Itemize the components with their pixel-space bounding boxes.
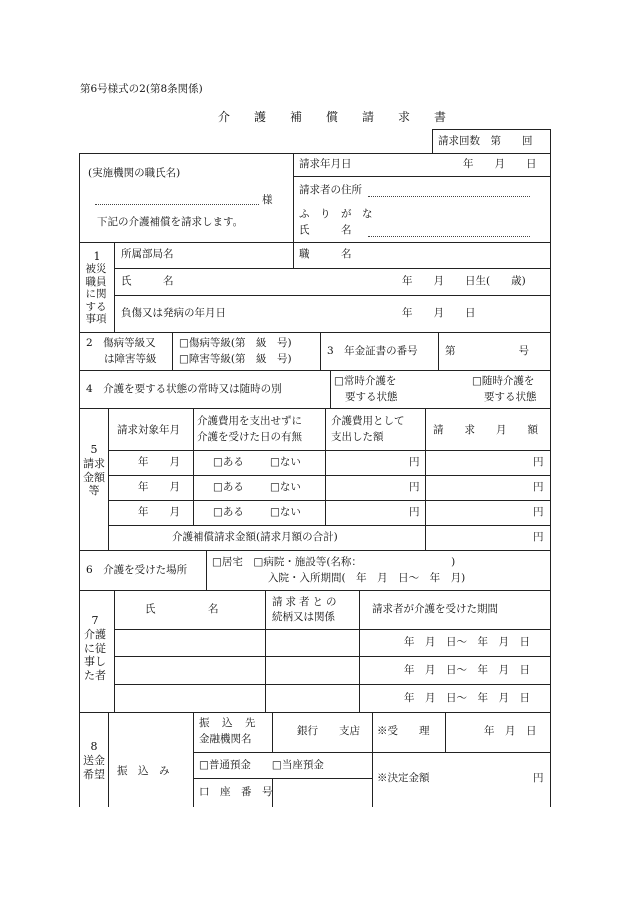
injury-date-label: 負傷又は発病の年月日 [121,307,226,319]
received-date: 年 月 日 [484,725,537,737]
victim-name-label: 氏 名 [121,275,174,287]
row1-yen-paid: 円 [409,456,420,468]
constant-care-option[interactable]: □常時介護を [334,375,397,387]
line [293,176,550,177]
line [108,525,550,526]
line [325,408,326,525]
received-label: ※受 理 [377,725,430,737]
injury-grade-option[interactable]: □傷病等級(第 級 号) [179,337,292,349]
line [359,590,360,712]
section7-number: 7 [91,614,99,627]
dept-label: 所属部局名 [121,248,174,260]
row3-month: 年 月 [138,506,180,518]
line [445,712,446,752]
col-target-month: 請求対象年月 [117,424,180,436]
form-title: 介護補償請求書 [218,110,471,124]
line [432,129,550,130]
line [79,242,550,243]
grade-label-line2: は障害等級 [104,353,157,365]
care-state-label: 4 介護を要する状態の常時又は随時の別 [86,383,282,395]
outer-left [79,153,80,807]
line [108,712,109,807]
line [79,712,550,713]
line [114,242,115,332]
account-type-options[interactable]: □普通預金 □当座預金 [199,759,324,771]
pension-number-label: 3 年金証書の番号 [327,345,418,357]
row2-month: 年 月 [138,481,180,493]
line [114,656,550,657]
row1-no[interactable]: □ない [270,456,301,468]
col-nopay-line2: 介護を受けた日の有無 [197,431,302,443]
line [293,242,294,268]
furigana-label: ふ り が な [299,208,373,220]
admission-period: 入院・入所期間( 年 月 日～ 年 月) [268,572,466,584]
job-label: 職 名 [299,248,352,260]
line [372,712,373,807]
line [114,684,550,685]
birth-value: 年 月 日生( 歳) [402,275,526,287]
constant-care-option-line2: 要する状態 [345,391,398,403]
row3-no[interactable]: □ない [270,506,301,518]
dotted-line [368,236,530,237]
disability-grade-option[interactable]: □障害等級(第 級 号) [179,353,292,365]
col-caregiver-name: 氏 名 [145,603,219,615]
line [193,778,372,779]
line [108,475,550,476]
row2-yes[interactable]: □ある [213,481,244,493]
line [79,550,550,551]
form-number: 第6号様式の2(第8条関係) [80,83,203,95]
line [114,629,550,630]
institution-head-label: (実施機関の職氏名) [88,167,181,179]
section5-number: 5 [90,443,98,456]
decided-amount-yen: 円 [533,772,544,784]
line [432,129,433,153]
line [108,500,550,501]
pension-number-value: 第 号 [445,345,529,357]
col-care-period: 請求者が介護を受けた期間 [372,603,498,615]
dotted-line [368,196,530,197]
caregiver-row3-period: 年 月 日～ 年 月 日 [404,692,530,704]
occasional-care-option-line2: 要する状態 [484,391,537,403]
line [193,752,550,753]
account-number-label: 口 座 番 号 [199,786,273,798]
line [79,370,550,371]
section8-label: 送金希望 [83,754,105,781]
row3-yes[interactable]: □ある [213,506,244,518]
line [108,408,109,550]
care-place-options[interactable]: □居宅 □病院・施設等(名称： ) [212,556,456,568]
line [193,408,194,525]
row1-yen-request: 円 [533,456,544,468]
section1-number: 1 [93,250,101,263]
outer-top [79,153,550,154]
line [206,550,207,590]
line [172,332,173,370]
section5-label: 請求金額等 [83,457,105,497]
row2-yen-request: 円 [533,481,544,493]
grade-label-line1: 2 傷病等級又 [86,337,156,349]
line [193,712,194,807]
section7-label: 介護に従事した者 [84,628,106,682]
applicant-name-label: 氏 名 [299,224,352,236]
total-yen: 円 [533,531,544,543]
caregiver-row1-period: 年 月 日～ 年 月 日 [404,636,530,648]
care-place-label: 6 介護を受けた場所 [86,564,188,576]
col-relation-line2: 続柄又は関係 [272,611,335,623]
line [79,590,550,591]
line [265,590,266,712]
line [320,332,321,370]
section8-number: 8 [90,740,98,753]
caregiver-row2-period: 年 月 日～ 年 月 日 [404,664,530,676]
request-date-label: 請求年月日 [299,158,352,170]
row3-yen-paid: 円 [409,506,420,518]
row3-yen-request: 円 [533,506,544,518]
line [114,268,550,269]
request-count: 請求回数 第 回 [438,135,533,147]
row1-yes[interactable]: □ある [213,456,244,468]
col-relation-line1: 請求者との [272,596,340,608]
injury-date-value: 年 月 日 [402,307,476,319]
bank-label-line2: 金融機関名 [199,733,252,745]
col-request-amount: 請 求 月 額 [433,424,538,436]
line [330,370,331,408]
outer-right [550,129,551,807]
line [114,295,550,296]
col-paid-line1: 介護費用として [331,415,405,427]
decided-amount-label: ※決定金額 [377,772,430,784]
bank-label-line1: 振 込 先 [199,717,257,729]
section1-label: 被災職員に関する事項 [85,263,107,325]
col-paid-line2: 支出した額 [331,431,384,443]
line [272,712,273,752]
row2-yen-paid: 円 [409,481,420,493]
request-date-value: 年 月 日 [463,158,537,170]
dotted-line [95,204,259,205]
line [293,153,294,242]
row1-month: 年 月 [138,456,180,468]
line [425,408,426,550]
transfer-label: 振 込 み [117,765,170,777]
line [79,332,550,333]
total-label: 介護補償請求金額(請求月額の合計) [172,531,338,543]
line [108,450,550,451]
occasional-care-option[interactable]: □随時介護を [472,375,535,387]
sama-label: 様 [262,194,273,206]
line [79,408,550,409]
line [114,590,115,712]
address-label: 請求者の住所 [299,184,362,196]
request-statement: 下記の介護補償を請求します。 [97,216,244,228]
col-nopay-line1: 介護費用を支出せずに [197,415,302,427]
line [438,332,439,370]
row2-no[interactable]: □ない [270,481,301,493]
bank-value: 銀行 支店 [297,725,360,737]
